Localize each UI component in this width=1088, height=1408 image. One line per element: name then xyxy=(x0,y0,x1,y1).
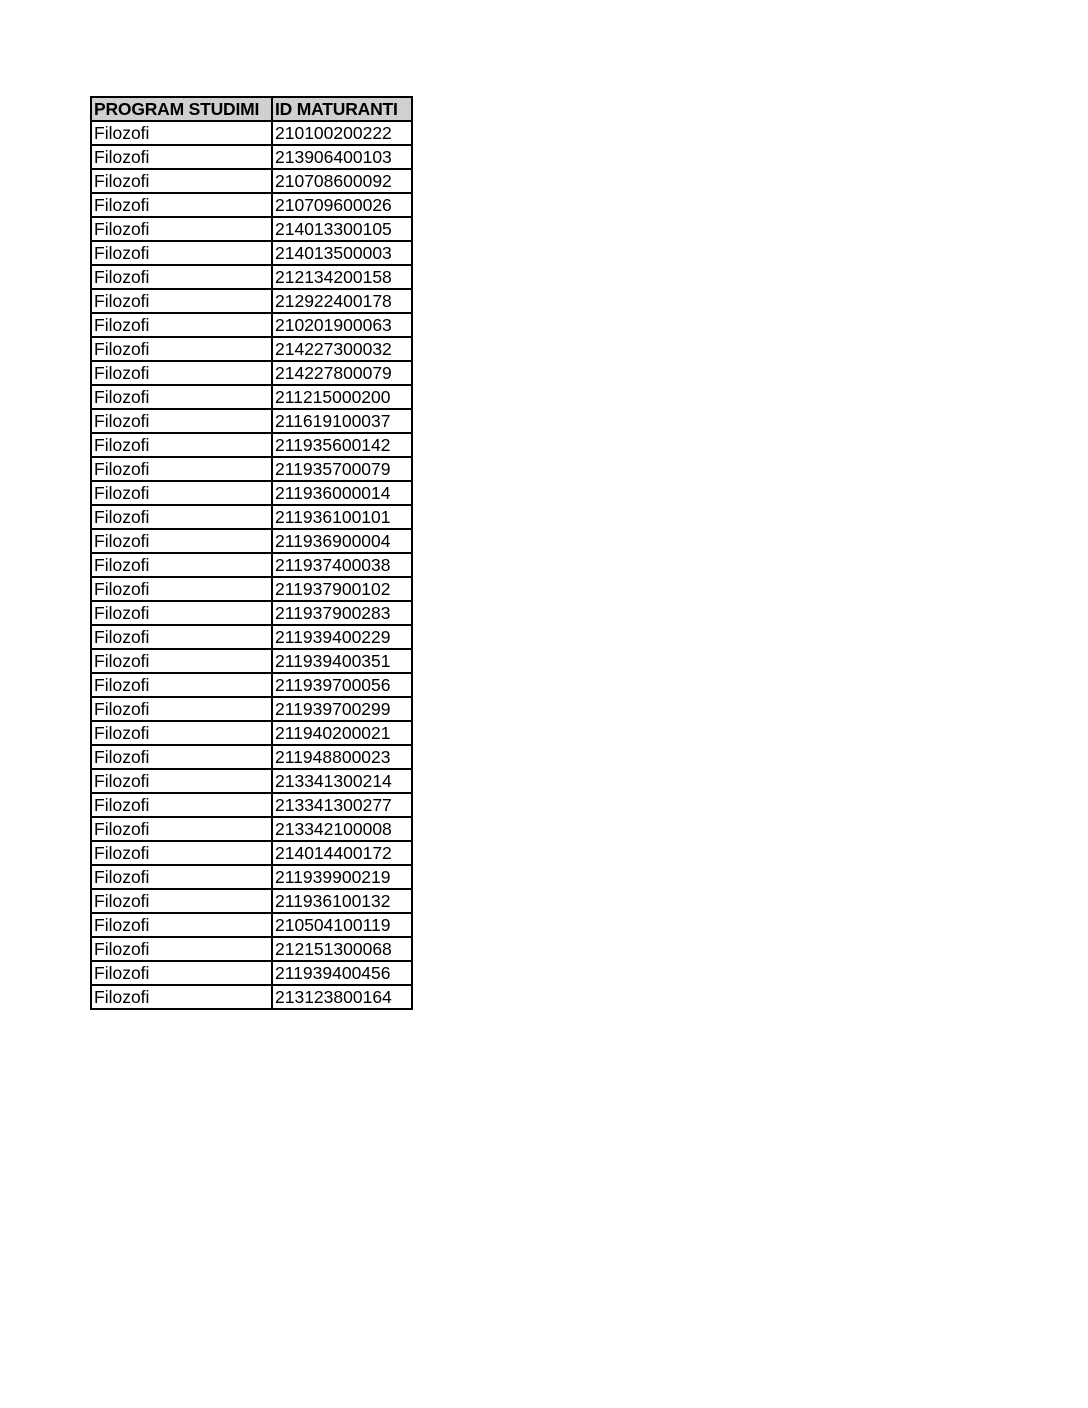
cell-program: Filozofi xyxy=(91,457,272,481)
cell-id: 211948800023 xyxy=(272,745,412,769)
cell-id: 213341300214 xyxy=(272,769,412,793)
cell-program: Filozofi xyxy=(91,721,272,745)
cell-id: 212922400178 xyxy=(272,289,412,313)
cell-program: Filozofi xyxy=(91,697,272,721)
cell-id: 211939400351 xyxy=(272,649,412,673)
table-row xyxy=(91,265,412,289)
cell-program: Filozofi xyxy=(91,817,272,841)
cell-program: Filozofi xyxy=(91,745,272,769)
cell-id: 211936900004 xyxy=(272,529,412,553)
cell-program: Filozofi xyxy=(91,793,272,817)
cell-program: Filozofi xyxy=(91,193,272,217)
cell-program: Filozofi xyxy=(91,769,272,793)
cell-program: Filozofi xyxy=(91,169,272,193)
cell-id: 214227300032 xyxy=(272,337,412,361)
cell-id: 211939400456 xyxy=(272,961,412,985)
cell-id: 211619100037 xyxy=(272,409,412,433)
cell-id: 214013500003 xyxy=(272,241,412,265)
table-row xyxy=(91,601,412,625)
table-row xyxy=(91,961,412,985)
students-table xyxy=(90,96,413,1010)
table-row xyxy=(91,985,412,1009)
table-body xyxy=(91,121,412,1009)
table-row xyxy=(91,457,412,481)
table-row xyxy=(91,337,412,361)
table-row xyxy=(91,433,412,457)
cell-program: Filozofi xyxy=(91,841,272,865)
cell-id: 213123800164 xyxy=(272,985,412,1009)
cell-id: 214013300105 xyxy=(272,217,412,241)
cell-program: Filozofi xyxy=(91,577,272,601)
cell-id: 211936100101 xyxy=(272,505,412,529)
table-row xyxy=(91,145,412,169)
table-header-row xyxy=(91,97,412,121)
table-row xyxy=(91,625,412,649)
table-row xyxy=(91,553,412,577)
cell-id: 213906400103 xyxy=(272,145,412,169)
table-row xyxy=(91,793,412,817)
cell-id: 211939700056 xyxy=(272,673,412,697)
cell-program: Filozofi xyxy=(91,241,272,265)
table-row xyxy=(91,865,412,889)
cell-program: Filozofi xyxy=(91,265,272,289)
cell-program: Filozofi xyxy=(91,361,272,385)
table-row xyxy=(91,649,412,673)
cell-program: Filozofi xyxy=(91,937,272,961)
cell-program: Filozofi xyxy=(91,385,272,409)
cell-program: Filozofi xyxy=(91,673,272,697)
table-row xyxy=(91,241,412,265)
cell-id: 211935700079 xyxy=(272,457,412,481)
cell-id: 211937900102 xyxy=(272,577,412,601)
cell-program: Filozofi xyxy=(91,985,272,1009)
cell-id: 211937400038 xyxy=(272,553,412,577)
table-row xyxy=(91,361,412,385)
table-row xyxy=(91,745,412,769)
table-row xyxy=(91,577,412,601)
table-row xyxy=(91,409,412,433)
cell-program: Filozofi xyxy=(91,217,272,241)
cell-id: 210504100119 xyxy=(272,913,412,937)
cell-program: Filozofi xyxy=(91,481,272,505)
cell-id: 213342100008 xyxy=(272,817,412,841)
cell-id: 211939700299 xyxy=(272,697,412,721)
table-row xyxy=(91,505,412,529)
cell-program: Filozofi xyxy=(91,409,272,433)
table-row xyxy=(91,769,412,793)
cell-program: Filozofi xyxy=(91,889,272,913)
table-row xyxy=(91,889,412,913)
cell-id: 210708600092 xyxy=(272,169,412,193)
column-header-program: PROGRAM STUDIMI xyxy=(91,97,272,121)
table-row xyxy=(91,313,412,337)
cell-id: 211935600142 xyxy=(272,433,412,457)
cell-id: 212134200158 xyxy=(272,265,412,289)
cell-program: Filozofi xyxy=(91,529,272,553)
table-row xyxy=(91,913,412,937)
table-row xyxy=(91,169,412,193)
cell-id: 212151300068 xyxy=(272,937,412,961)
table-row xyxy=(91,673,412,697)
cell-id: 214014400172 xyxy=(272,841,412,865)
table-row xyxy=(91,481,412,505)
cell-id: 211940200021 xyxy=(272,721,412,745)
cell-program: Filozofi xyxy=(91,337,272,361)
cell-program: Filozofi xyxy=(91,913,272,937)
cell-id: 211937900283 xyxy=(272,601,412,625)
cell-id: 211936100132 xyxy=(272,889,412,913)
cell-program: Filozofi xyxy=(91,121,272,145)
table-row xyxy=(91,289,412,313)
cell-id: 211215000200 xyxy=(272,385,412,409)
table-row xyxy=(91,385,412,409)
cell-id: 210709600026 xyxy=(272,193,412,217)
cell-id: 211939400229 xyxy=(272,625,412,649)
cell-program: Filozofi xyxy=(91,505,272,529)
cell-program: Filozofi xyxy=(91,553,272,577)
cell-program: Filozofi xyxy=(91,865,272,889)
cell-program: Filozofi xyxy=(91,145,272,169)
cell-program: Filozofi xyxy=(91,961,272,985)
cell-id: 214227800079 xyxy=(272,361,412,385)
table-row xyxy=(91,529,412,553)
cell-program: Filozofi xyxy=(91,601,272,625)
cell-id: 211936000014 xyxy=(272,481,412,505)
cell-program: Filozofi xyxy=(91,313,272,337)
cell-program: Filozofi xyxy=(91,625,272,649)
table-row xyxy=(91,121,412,145)
cell-program: Filozofi xyxy=(91,289,272,313)
cell-program: Filozofi xyxy=(91,433,272,457)
table-row xyxy=(91,697,412,721)
cell-program: Filozofi xyxy=(91,649,272,673)
column-header-id: ID MATURANTI xyxy=(272,97,412,121)
cell-id: 210201900063 xyxy=(272,313,412,337)
table-row xyxy=(91,721,412,745)
table-row xyxy=(91,817,412,841)
cell-id: 210100200222 xyxy=(272,121,412,145)
cell-id: 211939900219 xyxy=(272,865,412,889)
table-row xyxy=(91,937,412,961)
table-row xyxy=(91,217,412,241)
cell-id: 213341300277 xyxy=(272,793,412,817)
table-row xyxy=(91,841,412,865)
table-row xyxy=(91,193,412,217)
